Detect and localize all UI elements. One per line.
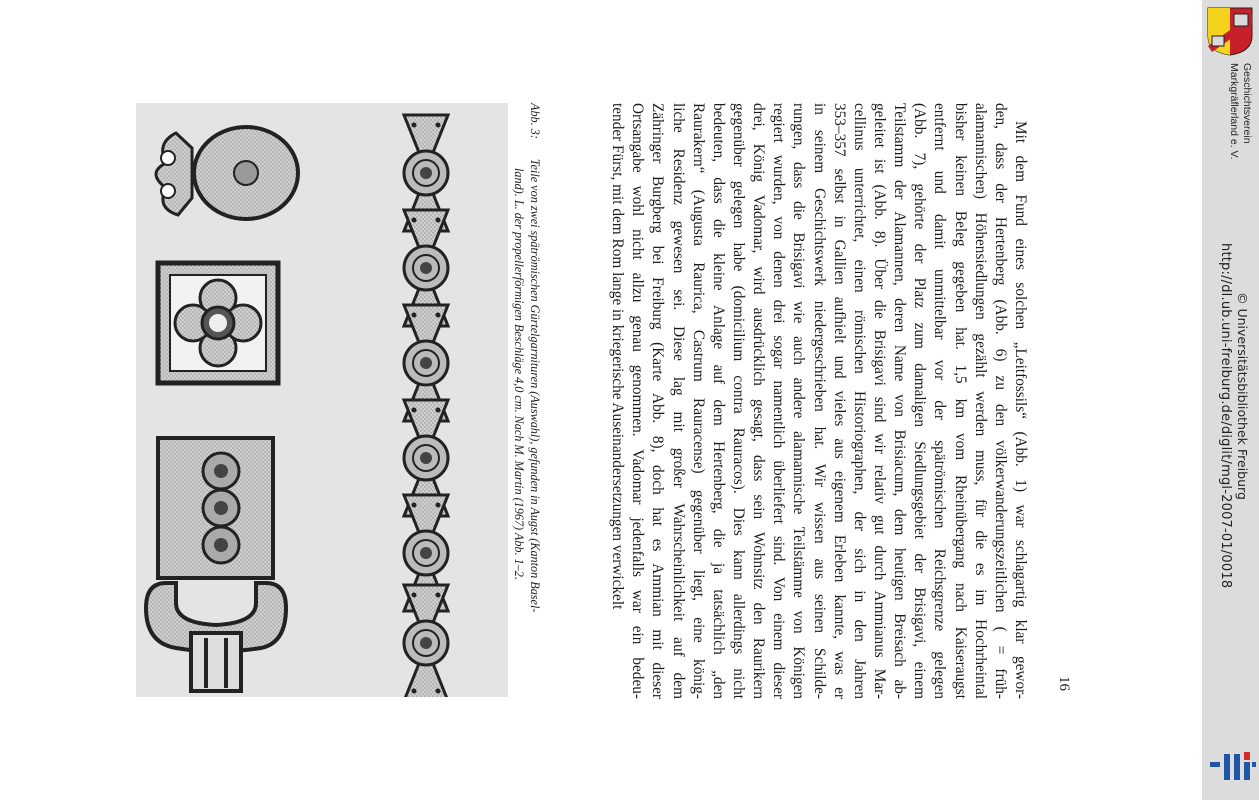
body-text-line: gegenüber gelegen habe (domicilium contra Rauracos). Dies kann allerdings nicht — [730, 103, 748, 699]
copyright-notice: © Universitätsbibliothek Freiburg — [1235, 292, 1250, 500]
body-text-line: rungen, dass die Brisigavi wie auch andere alamannische Teilstämme von Königen — [790, 103, 808, 699]
body-text-line: Mit dem Fund eines solchen „Leitfossils“ (Abb. 1) war schlagartig klar gewor- — [1012, 121, 1029, 699]
caption-line-1: Teile von zwei spätrömischen Gürtelgarnituren (Auswahl), gefunden in Augst (Kanton Basel- — [528, 158, 542, 613]
body-text-line: cellinus unterrichtet, einen römischen Historiographen, der sich in den Jahren — [850, 103, 868, 699]
ub-freiburg-logo-icon[interactable] — [1210, 748, 1256, 782]
body-text-line: drei, König Vadomar, wird ausdrücklich gesagt, dass sein Wohnsitz den Raurikern — [750, 103, 768, 699]
association-name — [1227, 63, 1253, 160]
association-crest-icon — [1206, 6, 1254, 56]
square-openwork-plate — [158, 263, 278, 383]
permalink-url[interactable]: http://dl.ub.uni-freiburg.de/diglit/mgl-2007-01/0018 — [1218, 243, 1233, 589]
body-text-line: liche Residenz gewesen sei. Diese lag mit großer Wahrscheinlichkeit auf dem — [669, 103, 687, 699]
body-text — [607, 103, 1030, 699]
round-belt-plate — [156, 127, 298, 219]
body-text-line: entfernt und damit unmittelbar vor der spätrömischen Reichsgrenze gelegen — [931, 103, 949, 699]
body-text-line: regiert wurden, von denen drei sogar namentlich überliefert sind. Von einem dieser — [770, 103, 788, 699]
body-text-line: Zähringer Burgberg bei Freiburg (Karte Abb. 8), doch hat es Ammian mit dieser — [649, 103, 667, 699]
body-text-line: in seinem Geschichtswerk niedergeschrieben hat. Wir wissen aus seinen Schilde- — [810, 103, 828, 699]
figure-caption — [511, 103, 543, 697]
caption-line-2: land). L. der propellerförmigen Beschläge 4,0 cm. Nach M. Martin (1967) Abb. 1–2. — [512, 168, 526, 580]
body-text-line: alamannischen) Höhensiedlungen gezählt werden muss, für die es im Hochrheintal — [971, 103, 989, 699]
body-text-line: Teilstamm der Alamannen, deren Name von Brisiacum, dem heutigen Breisach ab- — [891, 103, 909, 699]
body-text-line: tender Fürst, mit dem Rom lange in kriegerische Auseinandersetzungen verwickelt — [609, 103, 627, 610]
body-text-line: geleitet ist (Abb. 8). Über die Brisigavi sind wir relativ gut durch Ammianus Mar- — [871, 103, 889, 699]
body-text-line: Raurakern“ (Augusta Raurica, Castrum Rauracense) gegenüber liegt, eine könig- — [689, 103, 707, 699]
body-text-line: bedeuten, dass die kleine Anlage auf dem Hertenberg, die ja tatsächlich „den — [709, 103, 727, 699]
belt-fittings-photo — [136, 103, 508, 697]
association-line-2: Markgräflerland e. V. — [1228, 63, 1240, 160]
association-line-1: Geschichtsverein — [1241, 63, 1253, 144]
body-text-line: Ortsangabe wohl nicht allzu genau genommen. Vadomar jedenfalls war ein bedeu- — [629, 103, 647, 699]
propeller-fittings-column — [404, 115, 448, 697]
body-text-line: bisher keinen Beleg gegeben hat. 1,5 km vom Rheinübergang nach Kaiseraugst — [951, 103, 969, 699]
page-number: 16 — [1056, 676, 1072, 691]
body-text-line: 353–357 selbst in Gallien aufhielt und vieles aus eigenem Erleben kannte, was er — [830, 103, 848, 699]
body-text-line: den, dass der Hertenberg (Abb. 6) zu den völkerwanderungszeitlichen ( = früh- — [991, 103, 1009, 699]
rectangular-plate-with-buckle — [146, 438, 286, 691]
body-text-line: (Abb. 7), gehörte der Platz zum damaligen Siedlungsgebiet der Brisigavi, einem — [911, 103, 929, 699]
caption-label: Abb. 3: — [528, 103, 542, 139]
